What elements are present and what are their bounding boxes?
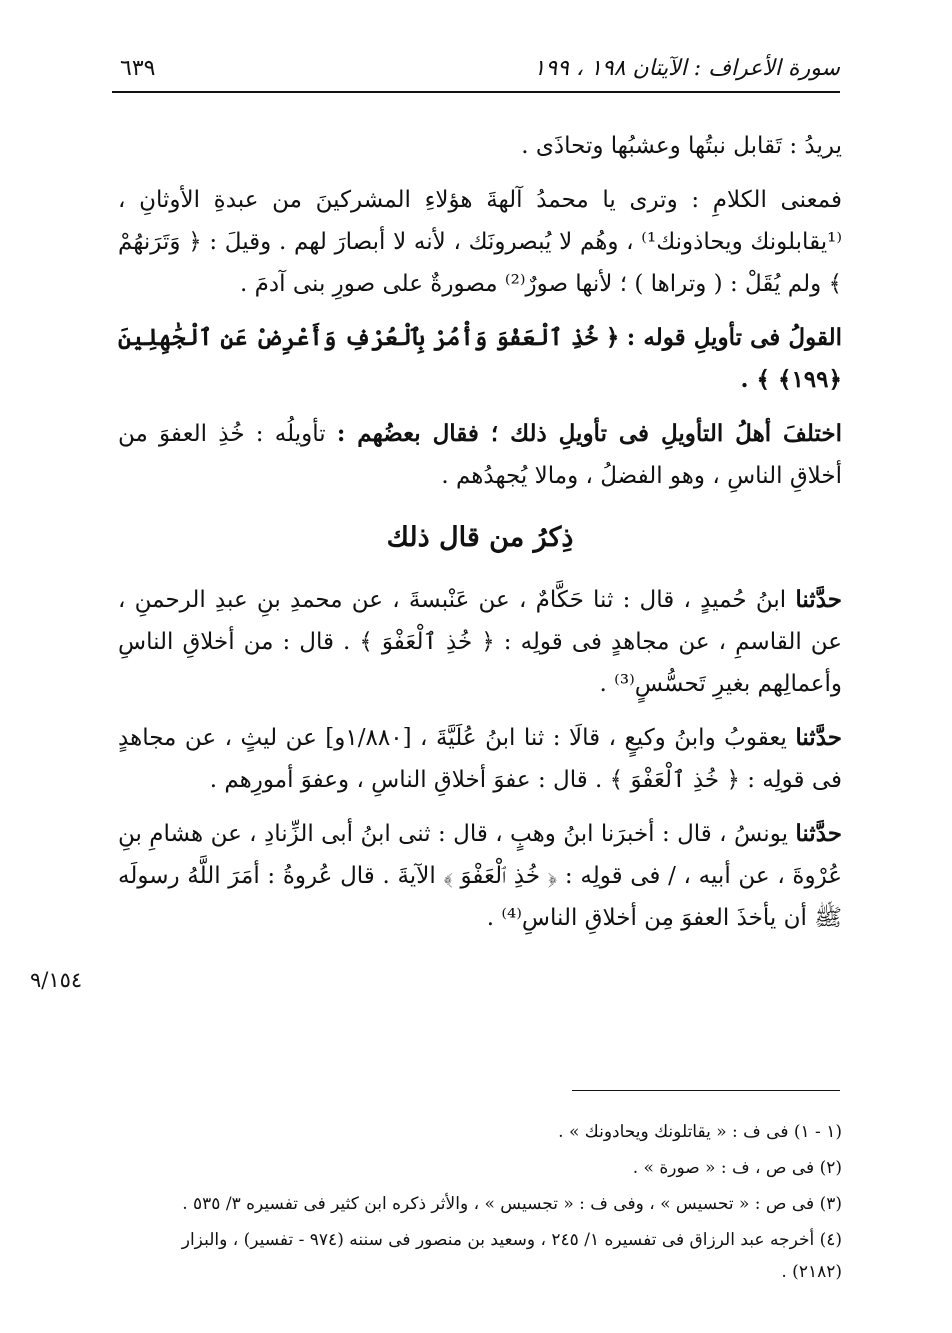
ikhtilaf-lead: اختلفَ أهلُ التأويلِ فى تأويلِ ذلك ؛ فقال بعضُهم : [336,420,842,447]
qawl-lead: القولُ فى تأويلِ قوله : [626,324,843,351]
paragraph: يريدُ : تَقابل نبتُها وعشبُها وتحاذَى . [521,133,842,159]
narration-text: يونسُ ، قال : أخبرَنا ابنُ وهبٍ ، قال : ثنى ابنُ أبى الزِّنادِ ، عن هشامِ بنِ عُرْوةَ ، عن أبيه ، / فى قولِه : ﴿ خُذِ ٱلْعَفْوَ ﴾ الآيةَ . قال عُروةُ : أمَرَ اللَّهُ رسولَه ﷺ أن يأخذَ العفوَ مِن أخلاقِ الناسِ⁽⁴⁾ . [118,821,842,931]
quran-verse: ﴿ خُذِ ٱلْعَفْوَ وَأْمُرْ بِٱلْعُرْفِ وَأَعْرِضْ عَنِ ٱلْجَٰهِلِينَ ﴿١٩٩﴾ ﴾ . [118,324,842,393]
footnote: (٢) فى ص ، ف : « صورة » . [632,1158,842,1178]
page-number: ٦٣٩ [120,56,156,81]
header-rule [112,91,840,93]
footnotes [150,1116,842,1292]
narration [118,579,842,705]
margin-page-reference: ٩/١٥٤ [30,968,83,992]
narration-text: يعقوبُ وابنُ وكيعٍ ، قالَا : ثنا ابنُ عُلَيَّةَ ، [١/٨٨٠و] عن ليثٍ ، عن مجاهدٍ فى قولِه : ﴿ خُذِ ٱلْعَفْوَ ﴾ . قال : عفوَ أخلاقِ الناسِ ، وعفوَ أمورِهم . [118,725,842,793]
narration-lead: حدَّثنا [795,586,842,613]
section-heading: ذِكرُ من قال ذلك [386,522,574,553]
ikhtilaf-text: تأويلُه : خُذِ العفوَ من أخلاقِ الناسِ ، وهو الفضلُ ، ومالا يُجهدُهم . [118,421,842,489]
ikhtilaf-paragraph [118,413,842,497]
narration [118,717,842,801]
running-title: سورة الأعراف : الآيتان ١٩٨ ، ١٩٩ [533,56,840,81]
narration-lead: حدَّثنا [795,820,842,847]
footnote: (١ - ١) فى ف : « يقاتلونك ويحادونك » . [558,1122,842,1142]
narration-text: ابنُ حُميدٍ ، قال : ثنا حَكَّامٌ ، عن عَنْبسةَ ، عن محمدِ بنِ عبدِ الرحمنِ ، عن القاسمِ ، عن مجاهدٍ فى قولِه : ﴿ خُذِ ٱلْعَفْوَ ﴾ . قال : من أخلاقِ الناسِ وأعمالِهم بغيرِ تَحسُّسٍ⁽³⁾ . [118,587,842,697]
footnote: (٣) فى ص : « تحسيس » ، وفى ف : « تجسيس » ، والأثر ذكره ابن كثير فى تفسيره ٣/ ٥٣٥ . [182,1194,842,1214]
main-text [118,125,842,951]
narration [118,813,842,939]
footnote: (٤) أخرجه عبد الرزاق فى تفسيره ١/ ٢٤٥ ، وسعيد بن منصور فى سننه (٩٧٤ - تفسير) ، والبزار (٢١٨٢) . [181,1230,842,1282]
narration-lead: حدَّثنا [795,724,842,751]
qawl-paragraph [118,317,842,401]
paragraph: فمعنى الكلامِ : وترى يا محمدُ آلهةَ هؤلاءِ المشركينَ من عبدةِ الأوثانِ ، ⁽¹يقابلونك ويحاذونك¹⁾ ، وهُم لا يُبصرونَك ، لأنه لا أبصارَ لهم . وقيلَ : ﴿ وَتَرَنهُمْ ﴾ ولم يُقَلْ : ( وتراها ) ؛ لأنها صورٌ⁽²⁾ مصورةٌ على صورِ بنى آدمَ . [118,187,842,297]
footnote-rule [572,1090,840,1091]
page-header [110,52,840,92]
